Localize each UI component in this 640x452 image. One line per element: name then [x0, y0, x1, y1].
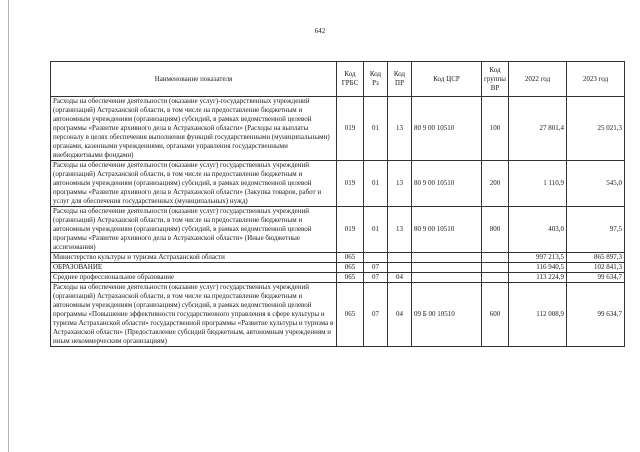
row-grbs: 065 [337, 283, 364, 347]
row-vr [482, 253, 509, 263]
row-name: Расходы на обеспечение деятельности (оказание услуг) государственных учреждений (организаций) Астраханской области, в том числе на предоставление бюджетным и автономным учреждениям (организациям) субсидий, в рамках ведомственной целевой программы «Развитие архивного дела в Астраханской области» (Иные бюджетные ассигнования) [51, 207, 337, 253]
row-name: Министерство культуры и туризма Астраханской области [51, 253, 337, 263]
row-csr [412, 273, 482, 283]
row-grbs: 065 [337, 263, 364, 273]
row-name: Среднее профессиональное образование [51, 273, 337, 283]
row-name: Расходы на обеспечение деятельности (оказание услуг) государственных учреждений (организаций) Астраханской области, в том числе на предоставление бюджетным и автономным учреждениям (организациям) субсидий, в рамках ведомственной целевой программы «Развитие архивного дела в Астраханской области» (Закупка товаров, работ и услуг для обеспечения государственных (муниципальных) нужд) [51, 161, 337, 207]
header-pr: Код ПР [388, 62, 412, 97]
row-pr: 13 [388, 97, 412, 161]
row-csr: 80 9 00 10510 [412, 97, 482, 161]
table-row [51, 161, 625, 207]
row-2023: 97,5 [567, 207, 625, 253]
table-row [51, 207, 625, 253]
row-rz: 07 [364, 273, 388, 283]
header-name: Наименование показателя [51, 62, 337, 97]
row-grbs: 019 [337, 161, 364, 207]
table-row [51, 97, 625, 161]
table-row [51, 283, 625, 347]
row-csr: 09 Б 00 10510 [412, 283, 482, 347]
row-2022: 113 224,9 [509, 273, 567, 283]
row-2023: 865 897,3 [567, 253, 625, 263]
row-name: ОБРАЗОВАНИЕ [51, 263, 337, 273]
row-rz: 01 [364, 161, 388, 207]
budget-table [50, 61, 625, 347]
row-vr: 800 [482, 207, 509, 253]
row-vr: 600 [482, 283, 509, 347]
table-row [51, 253, 625, 263]
header-2023: 2023 год [567, 62, 625, 97]
row-name: Расходы на обеспечение деятельности (оказание услуг)-государственных учреждений (организаций) Астраханской области, в том числе на предоставление бюджетным и автономным учреждениям (организациям) субсидий, в рамках ведомственной целевой программы «Развитие архивного дела в Астраханской области» (Расходы на выплаты персоналу в целях обеспечения выполнения функций государственными (муниципальными) органами, казенными учреждениями, органами управления государственными внебюджетными фондами) [51, 97, 337, 161]
row-grbs: 065 [337, 253, 364, 263]
row-2022: 1 110,9 [509, 161, 567, 207]
page-left-edge-line [8, 0, 9, 452]
row-csr: 80 9 00 10510 [412, 161, 482, 207]
row-rz: 01 [364, 207, 388, 253]
header-rz: Код Рз [364, 62, 388, 97]
row-csr [412, 253, 482, 263]
table-row [51, 263, 625, 273]
row-vr [482, 273, 509, 283]
row-pr: 04 [388, 273, 412, 283]
row-rz: 01 [364, 97, 388, 161]
row-csr [412, 263, 482, 273]
row-vr: 200 [482, 161, 509, 207]
row-pr [388, 253, 412, 263]
header-csr: Код ЦСР [412, 62, 482, 97]
row-2022: 27 801,4 [509, 97, 567, 161]
row-pr: 13 [388, 207, 412, 253]
row-rz: 07 [364, 263, 388, 273]
row-2023: 25 021,3 [567, 97, 625, 161]
row-pr: 13 [388, 161, 412, 207]
row-rz [364, 253, 388, 263]
row-grbs: 019 [337, 97, 364, 161]
row-rz: 07 [364, 283, 388, 347]
row-2023: 102 841,3 [567, 263, 625, 273]
row-vr: 100 [482, 97, 509, 161]
row-2022: 112 008,9 [509, 283, 567, 347]
page-number: 642 [314, 27, 326, 35]
row-2023: 99 634,7 [567, 283, 625, 347]
row-pr [388, 263, 412, 273]
table-header-row [51, 62, 625, 97]
row-pr: 04 [388, 283, 412, 347]
row-2022: 997 213,5 [509, 253, 567, 263]
row-2023: 99 634,7 [567, 273, 625, 283]
header-vr: Код группы ВР [482, 62, 509, 97]
row-vr [482, 263, 509, 273]
table-row [51, 273, 625, 283]
row-name: Расходы на обеспечение деятельности (оказание услуг) государственных учреждений (организаций) Астраханской области, в том числе на предоставление бюджетным и автономным учреждениям (организациям) субсидий, в рамках ведомственной целевой программы «Повышение эффективности государственного управления в сфере культуры и туризма Астраханской области» государственной программы «Развитие культуры и туризма в Астраханской области» (Предоставление субсидий бюджетным, автономным учреждениям и иным некоммерческим организациям) [51, 283, 337, 347]
row-csr: 80 9 00 10510 [412, 207, 482, 253]
row-2023: 545,0 [567, 161, 625, 207]
row-2022: 403,0 [509, 207, 567, 253]
header-grbs: Код ГРБС [337, 62, 364, 97]
row-grbs: 019 [337, 207, 364, 253]
row-2022: 116 940,5 [509, 263, 567, 273]
row-grbs: 065 [337, 273, 364, 283]
header-2022: 2022 год [509, 62, 567, 97]
